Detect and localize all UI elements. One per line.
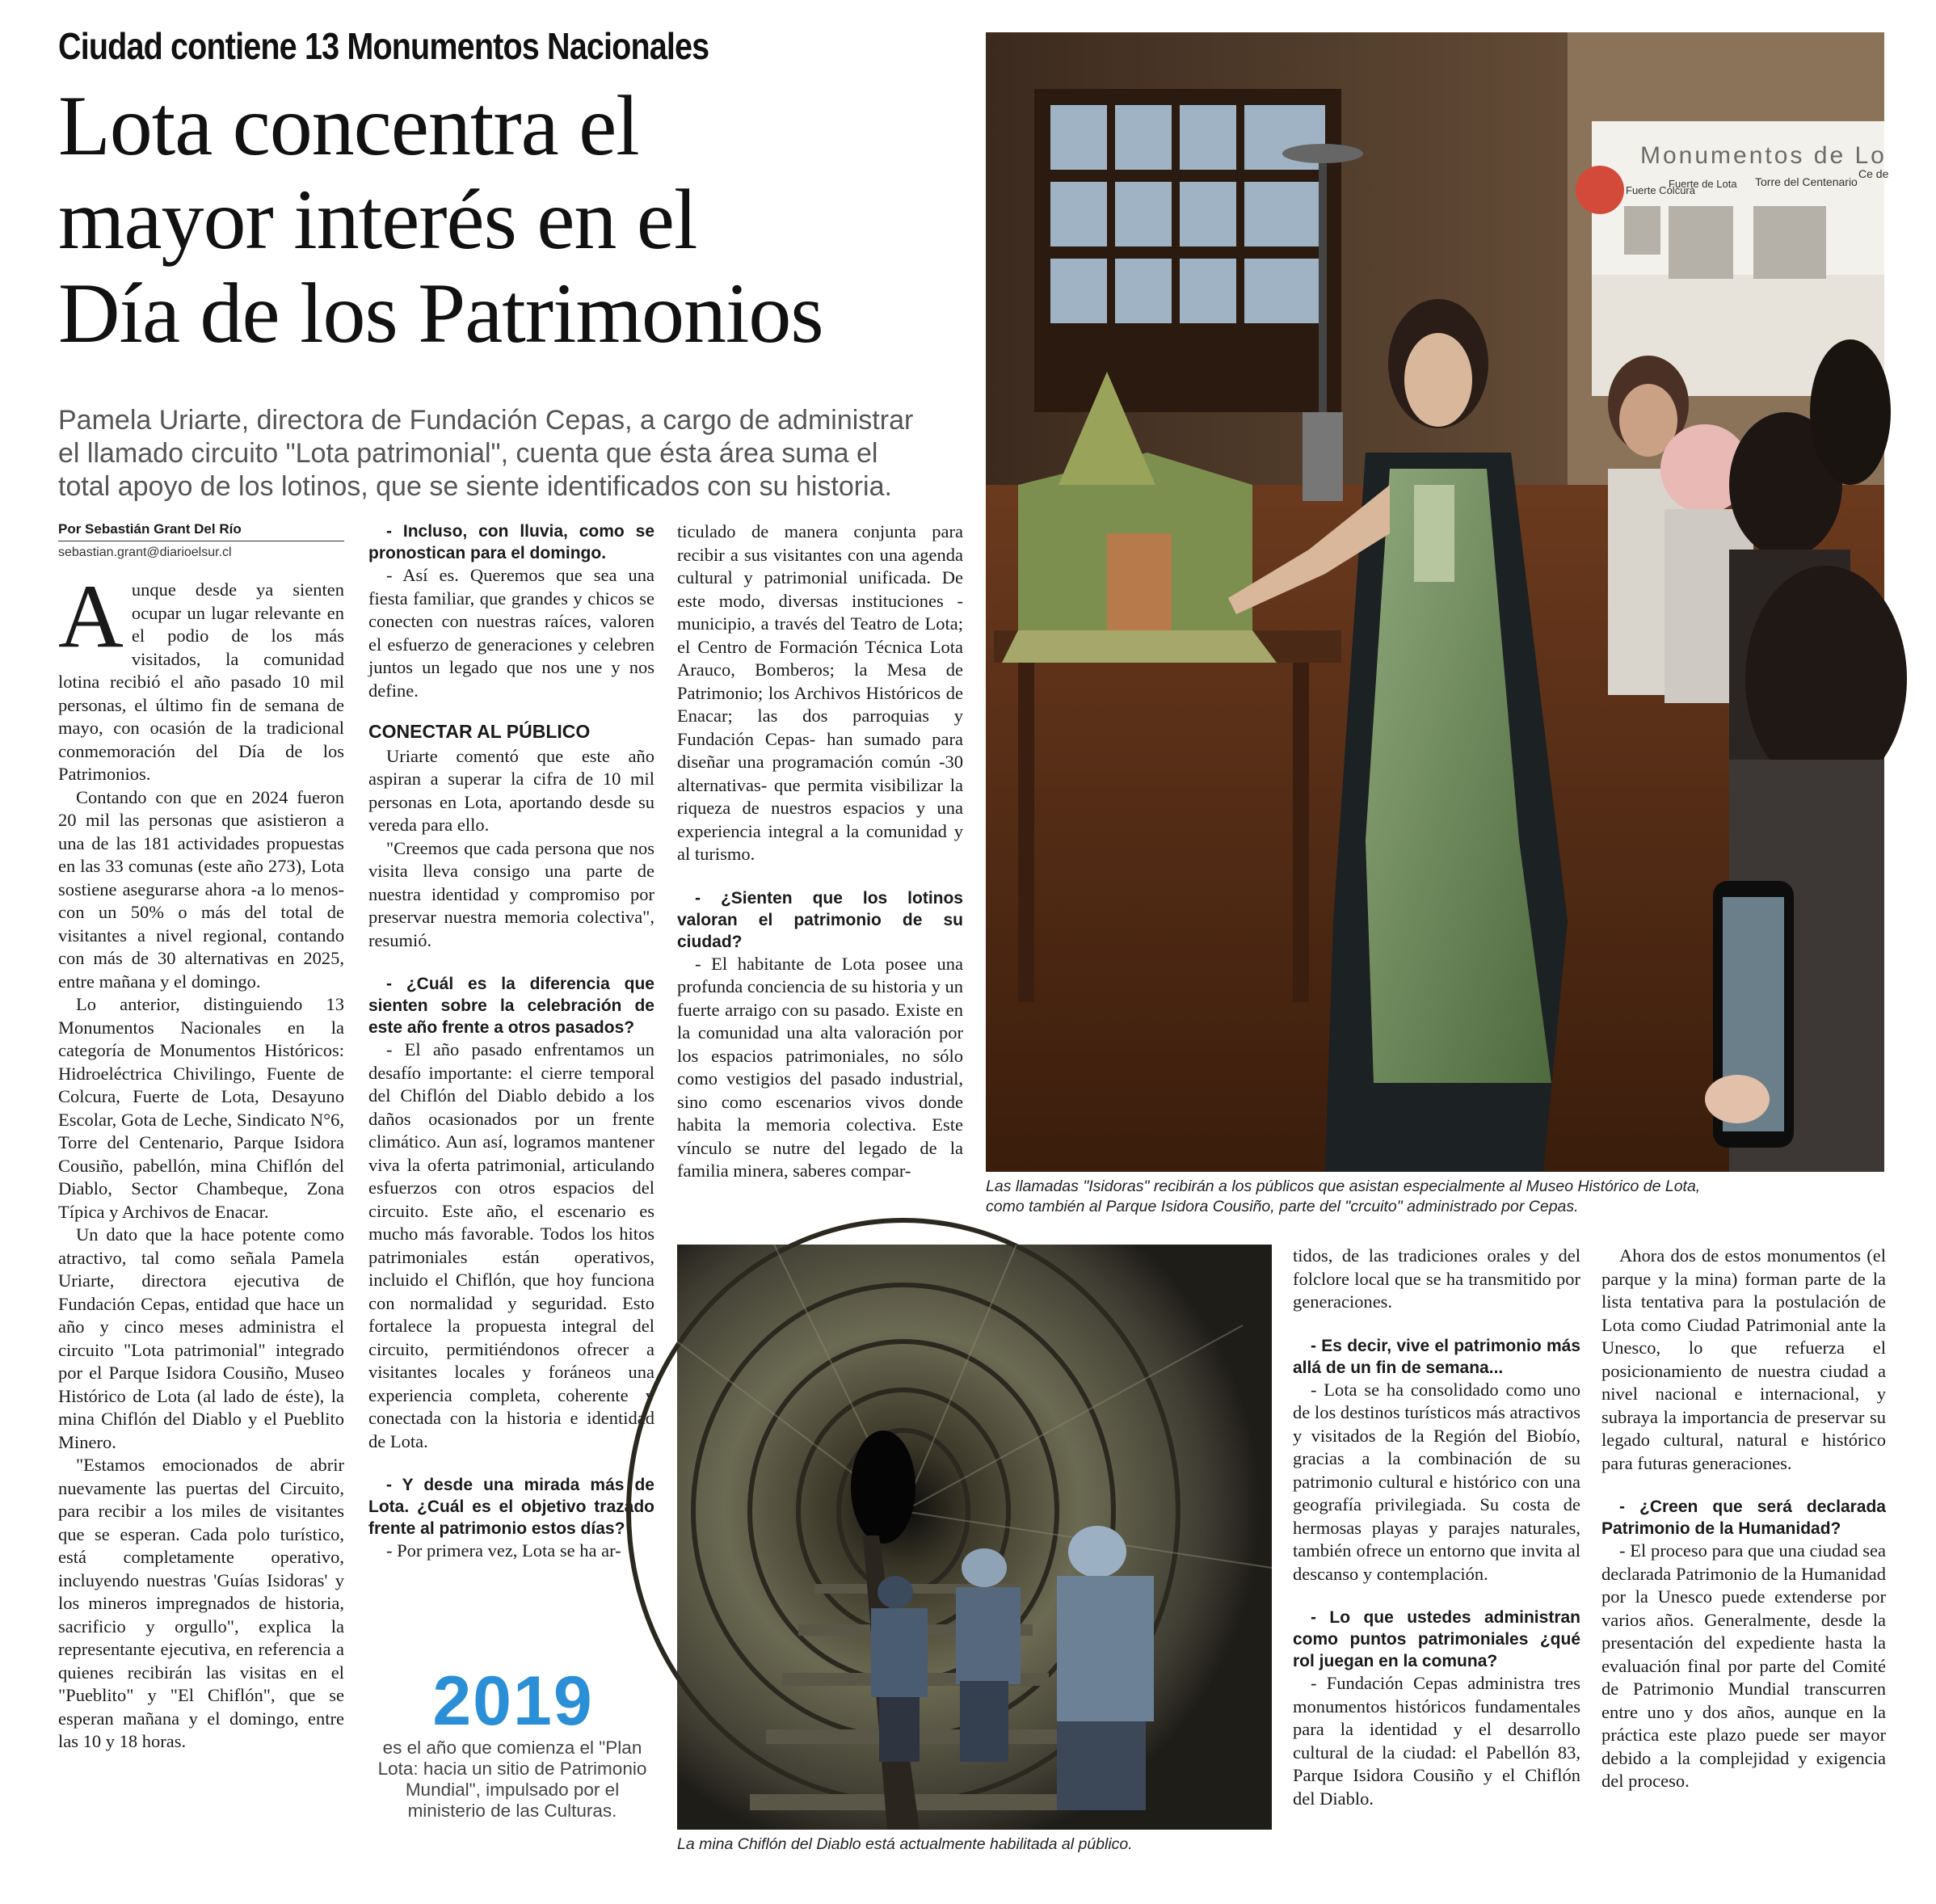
interview-answer: - Por primera vez, Lota se ha ar-: [386, 1540, 621, 1561]
paragraph: Contando con que en 2024 fueron 20 mil las personas que asistieron a una de las 181 actividades propuestas en las 33 comunas (este año 273), Lota sostiene asegurarse ahora -a lo menos- con un 50% o más del total de visitantes a nivel regional, contando con más de 30 alternativas en 2025, entre mañana y el domingo.: [58, 786, 344, 992]
paragraph: tidos, de las tradiciones orales y del folclore local que se ha transmitido por generaciones.: [1293, 1245, 1580, 1312]
caption-line: como también al Parque Isidora Cousiño, parte del "crcuito" administrado por Cepas.: [986, 1198, 1579, 1215]
paragraph: ticulado de manera conjunta para recibir a sus visitantes con una agenda cultural y patrimonial unificada. De este modo, diversas instituciones -municipio, a través del Teatro de Lota; el Centro de Formación Técnica Lota Arauco, Bomberos; la Mesa de Patrimonio; los Archivos Históricos de Enacar; las dos parroquias y Fundación Cepas- han sumado para diseñar una programación común -30 alternativas- que permita visibilizar la riqueza de nuestros espacios y una experiencia integral a la comunidad y al turismo.: [677, 521, 963, 864]
author-name: Por Sebastián Grant Del Río: [58, 520, 344, 541]
paragraph: Aunque desde ya sienten ocupar un lugar relevante en el podio de los más visitados, la comunidad lotina recibió el año pasado 10 mil personas, el último fin de semana de mayo, con ocasión de la tradicional conmemoración del Día de los Patrimonios.: [58, 567, 344, 784]
lead-paragraph: [58, 404, 963, 503]
paragraph: "Creemos que cada persona que nos visita lleva consigo una parte de nuestra identidad y compromiso por preservar nuestra memoria colectiva", resumió.: [368, 837, 654, 950]
interview-question: - Es decir, vive el patrimonio más allá de un fin de semana...: [1293, 1336, 1580, 1377]
interview-answer: - El proceso para que una ciudad sea declarada Patrimonio de la Humanidad por la Unesco puede extenderse por varios años. Generalmente, desde la presentación del expediente hasta la evaluación final por parte del Comité de Patrimonio Mundial transcurren entre uno y dos años, aunque en la práctica este plazo puede ser mayor debido a la complejidad y exigencia del proceso.: [1601, 1540, 1886, 1791]
kicker: Ciudad contiene 13 Monumentos Nacionales: [58, 25, 709, 67]
museum-photo-illustration: [986, 32, 1889, 1172]
headline: [58, 79, 971, 360]
poster-col: Fuerte de Lota: [1669, 178, 1737, 190]
column-2: [368, 520, 654, 1636]
byline: [58, 520, 344, 562]
photo-caption-mine: La mina Chiflón del Diablo está actualmente habilitada al público.: [677, 1835, 1133, 1853]
interview-question: - Y desde una mirada más de Lota. ¿Cuál es el objetivo trazado frente al patrimonio estos días?: [368, 1476, 654, 1538]
interview-question: - Incluso, con lluvia, como se pronostican para el domingo.: [368, 522, 654, 562]
interview-answer: - Fundación Cepas administra tres monumentos históricos fundamentales para la identidad y el desarrollo cultural de la ciudad: el Pabellón 83, Parque Isidora Cousiño y el Chiflón del Diablo.: [1293, 1673, 1580, 1809]
paragraph: Lo anterior, distinguiendo 13 Monumentos Nacionales en la categoría de Monumentos Históricos: Hidroeléctrica Chivilingo, Fuente de Colcura, Fuerte de Lota, Desayuno Escolar, Gota de Leche, Sindicato N°6, Torre del Centenario, Parque Isidora Cousiño, pabellón, mina Chiflón del Diablo, Sector Chambeque, Zona Típica y Archivos de Enacar.: [58, 994, 344, 1222]
photo-museum-isidora: [986, 32, 1889, 1172]
stat-text: es el año que comienza el "Plan Lota: hacia un sitio de Patrimonio Mundial", impulsado por el ministerio de las Culturas.: [377, 1738, 647, 1821]
stat-number: 2019: [432, 1662, 594, 1740]
paragraph: Ahora dos de estos monumentos (el parque y la mina) forman parte de la lista tentativa para la postulación de Lota como Ciudad Patrimonial ante la Unesco, lo que refuerza el posicionamiento de nuestra ciudad a nivel nacional e internacional, y subraya la importancia de preservar su legado cultural, natural e histórico para futuras generaciones.: [1601, 1245, 1886, 1473]
interview-answer: - Lota se ha consolidado como uno de los destinos turísticos más atractivos y visitados de la Región del Biobío, gracias a la combinación de su patrimonio cultural e histórico con una geografía privilegiada. Su costa de hermosas playas y parajes naturales, también ofrece un entorno que invita al descanso y contemplación.: [1293, 1379, 1580, 1584]
poster-col: Ce de: [1858, 167, 1889, 180]
headline-line: Lota concentra el: [58, 78, 639, 173]
paragraph: Un dato que la hace potente como atractivo, tal como señala Pamela Uriarte, directora ejecutiva de Fundación Cepas, entidad que hace un año y cinco meses administra el circuito "Lota patrimonial" integrado por el Parque Isidora Cousiño, Museo Histórico de Lota (al lado de éste), la mina Chiflón del Diablo y el Pueblito Minero.: [58, 1224, 344, 1452]
poster-col: Fuerte Colcura: [1626, 184, 1695, 196]
interview-answer: - El año pasado enfrentamos un desafío importante: el cierre temporal del Chiflón del Diablo debido a los daños ocasionados por un frente climático. Aun así, logramos mantener viva la oferta patrimonial, articulando esfuerzos con otros espacios del circuito. Este año, el escenario es mucho más favorable. Todos los hitos patrimoniales están operativos, incluido el Chiflón, que hoy funciona con normalidad y seguridad. Esto fortalece la propuesta integral del circuito, permitiéndonos ofrecer a visitantes locales y foráneos una experiencia completa, coherente y conectada con la historia e identidad de Lota.: [368, 1039, 654, 1451]
paragraph: Uriarte comentó que este año aspiran a superar la cifra de 10 mil personas en Lota, aportando desde su vereda para ello.: [368, 745, 654, 835]
lead-line: Pamela Uriarte, directora de Fundación Cepas, a cargo de administrar: [58, 405, 914, 436]
photo-mine-tunnel: [677, 1245, 1272, 1830]
author-email[interactable]: sebastian.grant@diarioelsur.cl: [58, 546, 232, 559]
interview-question: - ¿Sienten que los lotinos valoran el patrimonio de su ciudad?: [677, 888, 963, 951]
column-1: [58, 567, 344, 1880]
column-5: [1601, 1245, 1886, 1859]
interview-answer: - El habitante de Lota posee una profunda conciencia de su historia y un fuerte arraigo con su pasado. Existe en la comunidad una alta valoración por los espacios patrimoniales, no sólo como vestigios del pasado industrial, sino como escenarios vivos donde habita la memoria colectiva. Este vínculo se nutre del legado de la familia minera, saberes compar-: [677, 953, 963, 1181]
paragraph: "Estamos emocionados de abrir nuevamente las puertas del Circuito, para recibir a los miles de visitantes que se esperan. Cada polo turístico, está completamente operativo, incluyendo nuestras 'Guías Isidoras' y los mineros impregnados de historia, sacrificio y orgullo", explica la representante ejecutiva, en referencia a quienes recibirán las visitas en el "Pueblito" y "El Chiflón", que se esperan mañana y el domingo, entre las 10 y 18 horas.: [58, 1455, 344, 1751]
caption-line: Las llamadas "Isidoras" recibirán a los públicos que asistan especialmente al Museo Histórico de Lota,: [986, 1177, 1701, 1195]
interview-question: - ¿Creen que será declarada Patrimonio de la Humanidad?: [1601, 1498, 1886, 1538]
headline-line: Día de los Patrimonios: [58, 266, 823, 360]
drop-cap: A: [58, 567, 124, 667]
interview-question: - Lo que ustedes administran como puntos patrimoniales ¿qué rol juegan en la comuna?: [1293, 1608, 1580, 1670]
lead-line: el llamado circuito "Lota patrimonial", cuenta que ésta área suma el: [58, 438, 878, 469]
photo-caption-museum: [986, 1177, 1884, 1217]
column-4: [1293, 1245, 1580, 1859]
interview-answer: - Así es. Queremos que sea una fiesta familiar, que grandes y chicos se conecten con nuestras raíces, valoren el esfuerzo de generaciones y celebren juntos un legado que nos une y nos define.: [368, 565, 654, 701]
poster-col: Torre del Centenario: [1755, 175, 1858, 188]
headline-line: mayor interés en el: [58, 172, 697, 267]
interview-question: - ¿Cuál es la diferencia que sienten sobre la celebración de este año frente a otros pasados?: [368, 975, 654, 1037]
section-subhead: CONECTAR AL PÚBLICO: [368, 721, 591, 742]
column-3: [677, 520, 963, 1232]
mine-photo-illustration: [677, 1245, 1272, 1830]
poster-title: Monumentos de Lo: [1640, 142, 1887, 169]
lead-line: total apoyo de los lotinos, que se siente identificados con su historia.: [58, 471, 892, 502]
